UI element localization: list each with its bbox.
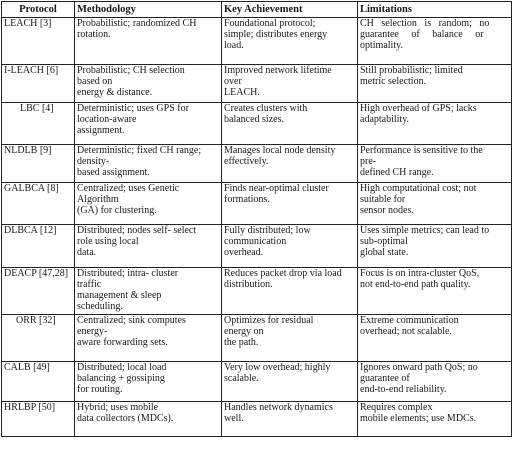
cell-methodology [75,65,222,103]
protocol-name: DEACP [47,28] [4,268,69,279]
cell-protocol [2,145,75,183]
cell-methodology-line: management & sleep [77,290,162,301]
header-row [2,2,512,18]
cell-key-achievement [222,18,358,65]
cell-methodology-line: Probabilistic; CH selection [77,65,185,76]
cell-key-achievement-line: well. [224,413,244,424]
cell-methodology-line: Centralized; uses Genetic [77,183,180,194]
cell-methodology-line: Distributed; intra- cluster [77,268,179,279]
cell-key-achievement-line: distribution. [224,279,273,290]
cell-key-achievement-line: the path. [224,337,259,348]
cell-limitations-line: defined CH range. [360,167,434,178]
cell-key-achievement-line: LEACH. [224,87,260,98]
cell-key-achievement-line: effectively. [224,156,269,167]
table-row [2,362,512,402]
cell-limitations-line: guarantee of [360,373,410,384]
cell-limitations-line: Extreme communication [360,315,459,326]
cell-methodology-line: data. [77,247,97,258]
table-row [2,18,512,65]
cell-methodology [75,145,222,183]
cell-methodology-line: rotation. [77,29,111,40]
cell-key-achievement-line: communication [224,236,287,247]
cell-methodology-line: assignment. [77,125,125,136]
cell-limitations [358,183,512,225]
cell-key-achievement-line: scalable. [224,373,259,384]
cell-protocol [2,18,75,65]
cell-methodology-line: aware forwarding sets. [77,337,168,348]
cell-key-achievement [222,402,358,437]
protocol-name: HRLBP [50] [4,402,56,413]
cell-protocol [2,183,75,225]
protocol-name: DLBCA [12] [4,225,57,236]
cell-methodology [75,268,222,315]
cell-limitations-line: Still probabilistic; limited [360,65,463,76]
cell-key-achievement-line: Handles network dynamics [224,402,333,413]
header-methodology: Methodology [75,2,222,18]
cell-limitations [358,402,512,437]
cell-limitations [358,145,512,183]
cell-methodology [75,183,222,225]
header-key-achievement: Key Achievement [222,2,358,18]
header-limitations: Limitations [358,2,512,18]
cell-methodology-line: Distributed; local load [77,362,167,373]
cell-limitations-line: CH selection is random; no [360,18,490,29]
cell-key-achievement [222,65,358,103]
cell-key-achievement-line: balanced sizes. [224,114,284,125]
cell-methodology [75,225,222,268]
cell-key-achievement-line: Creates clusters with [224,103,308,114]
cell-methodology-line: Algorithm [77,194,119,205]
cell-limitations [358,315,512,362]
cell-protocol [2,225,75,268]
cell-methodology [75,18,222,65]
cell-limitations-line: High overhead of GPS; lacks [360,103,477,114]
cell-methodology-line: traffic [77,279,102,290]
cell-limitations-line: global state. [360,247,409,258]
protocol-name: GALBCA [8] [4,183,59,194]
cell-limitations [358,268,512,315]
cell-methodology-line: location-aware [77,114,137,125]
cell-limitations-line: sub-optimal [360,236,408,247]
cell-key-achievement [222,315,358,362]
cell-key-achievement-line: Very low overhead; highly [224,362,331,373]
cell-methodology-line: data collectors (MDCs). [77,413,174,424]
table-row [2,183,512,225]
cell-protocol [2,315,75,362]
cell-key-achievement [222,225,358,268]
cell-limitations-line: mobile elements; use MDCs. [360,413,477,424]
cell-key-achievement-line: Foundational protocol; [224,18,316,29]
cell-key-achievement-line: formations. [224,194,270,205]
cell-methodology-line: Distributed; nodes self- select [77,225,197,236]
cell-methodology-line: for routing. [77,384,123,395]
cell-limitations-line: Ignores onward path QoS; no [360,362,478,373]
protocol-name: NLDLB [9] [4,145,52,156]
cell-limitations-line: sensor nodes. [360,205,414,216]
cell-methodology-line: based assignment. [77,167,150,178]
table-row [2,145,512,183]
table-row [2,65,512,103]
cell-methodology [75,315,222,362]
cell-limitations [358,65,512,103]
cell-limitations-line: overhead; not scalable. [360,326,452,337]
cell-limitations-line: end-to-end reliability. [360,384,447,395]
protocol-name: ORR [32] [16,315,56,326]
cell-key-achievement-line: Reduces packet drop via load [224,268,342,279]
table-row [2,315,512,362]
cell-methodology-line: Probabilistic; randomized CH [77,18,197,29]
cell-key-achievement-line: overhead. [224,247,264,258]
cell-key-achievement [222,362,358,402]
cell-limitations-line: metric selection. [360,76,427,87]
cell-methodology-line: balancing + gossiping [77,373,165,384]
cell-limitations [358,18,512,65]
cell-limitations-line: Focus is on intra-cluster QoS, [360,268,480,279]
header-protocol: Protocol [2,2,75,18]
cell-limitations-line: Requires complex [360,402,433,413]
cell-methodology [75,362,222,402]
cell-methodology-line: based on [77,76,113,87]
cell-limitations-line: adaptability. [360,114,410,125]
table-row [2,402,512,437]
cell-limitations [358,362,512,402]
cell-key-achievement-line: over [224,76,242,87]
cell-limitations [358,103,512,145]
cell-methodology-line: energy & distance. [77,87,153,98]
table-row [2,268,512,315]
cell-key-achievement-line: energy on [224,326,264,337]
cell-key-achievement [222,145,358,183]
cell-methodology-line: scheduling. [77,301,123,312]
cell-protocol [2,402,75,437]
protocol-name: LBC [4] [20,103,54,114]
cell-limitations-line: suitable for [360,194,406,205]
cell-limitations-line: not end-to-end path quality. [360,279,471,290]
cell-key-achievement [222,183,358,225]
cell-protocol [2,103,75,145]
cell-methodology-line: density- [77,156,110,167]
comparison-table [1,1,512,437]
cell-limitations-line: Uses simple metrics; can lead to [360,225,490,236]
cell-methodology-line: Hybrid; uses mobile [77,402,159,413]
cell-limitations [358,225,512,268]
cell-key-achievement-line: Optimizes for residual [224,315,314,326]
cell-key-achievement-line: Improved network lifetime [224,65,332,76]
cell-protocol [2,268,75,315]
table-row [2,225,512,268]
cell-methodology-line: Deterministic; uses GPS for [77,103,189,114]
cell-key-achievement-line: Fully distributed; low [224,225,311,236]
table-row [2,103,512,145]
cell-key-achievement-line: simple; distributes energy [224,29,328,40]
cell-key-achievement [222,103,358,145]
cell-methodology-line: Deterministic; fixed CH range; [77,145,202,156]
cell-protocol [2,65,75,103]
cell-methodology-line: role using local [77,236,139,247]
cell-limitations-line: High computational cost; not [360,183,477,194]
protocol-name: CALB [49] [4,362,50,373]
cell-key-achievement-line: Manages local node density [224,145,336,156]
cell-limitations-line: Performance is sensitive to the [360,145,483,156]
cell-limitations-line: pre- [360,156,377,167]
protocol-name: LEACH [3] [4,18,52,29]
cell-key-achievement-line: load. [224,40,244,51]
cell-key-achievement [222,268,358,315]
cell-methodology-line: Centralized; sink computes [77,315,186,326]
cell-limitations-line: guarantee of balance or [360,29,484,40]
cell-limitations-line: optimality. [360,40,403,51]
cell-methodology [75,402,222,437]
cell-protocol [2,362,75,402]
protocol-name: I-LEACH [6] [4,65,59,76]
cell-methodology-line: energy- [77,326,108,337]
cell-methodology-line: (GA) for clustering. [77,205,157,216]
cell-key-achievement-line: Finds near-optimal cluster [224,183,329,194]
cell-methodology [75,103,222,145]
